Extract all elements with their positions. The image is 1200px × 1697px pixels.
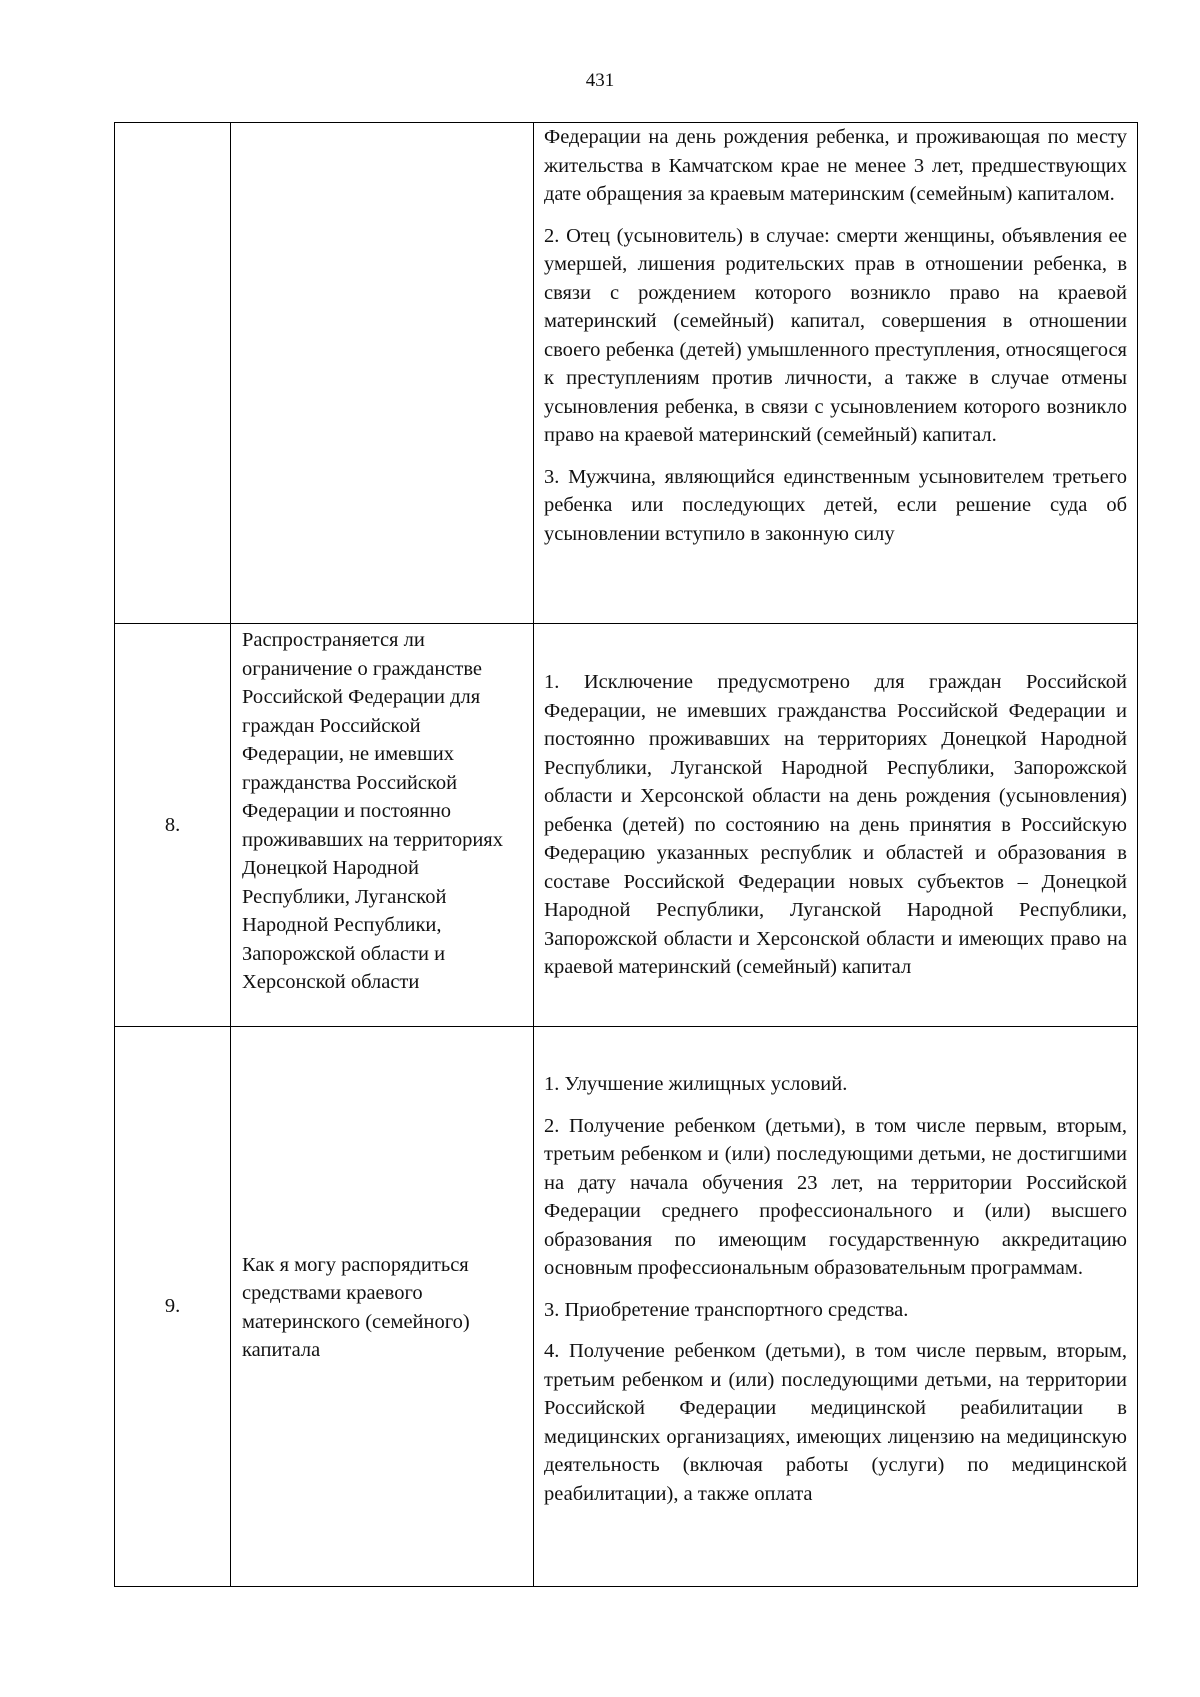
answer-paragraph: 1. Исключение предусмотрено для граждан Российской Федерации, не имевших гражданства Российской Федерации и постоянно проживавших на территориях Донецкой Народной Республики, Луганской Народной Республики, Запорожской области и Херсонской области на день рождения (усыновления) ребенка (детей) по состоянию на день принятия в Российскую Федерацию указанных республик и областей и образования в составе Российской Федерации новых субъектов – Донецкой Народной Республики, Луганской Народной Республики, Запорожской области и Херсонской области и имеющих право на краевой материнский (семейный) капитал <box>544 671 1127 979</box>
table-row <box>115 1027 1138 1587</box>
answer-cell <box>534 624 1138 1027</box>
answer-paragraph: 1. Улучшение жилищных условий. <box>544 1073 848 1095</box>
question-cell: Распространяется ли ограничение о гражданстве Российской Федерации для граждан Российской Федерации, не имевших гражданства Российской Федерации и постоянно проживавших на территориях Донецкой Народной Республики, Луганской Народной Республики, Запорожской области и Херсонской области <box>231 624 534 1027</box>
row-number-cell: 9. <box>115 1027 231 1587</box>
faq-table <box>114 122 1138 1587</box>
answer-paragraph: 2. Получение ребенком (детьми), в том числе первым, вторым, третьим ребенком и (или) последующими детьми, не достигшими на дату начала обучения 23 лет, на территории Российской Федерации среднего профессионального и (или) высшего образования по имеющим государственную аккредитацию основным профессиональным образовательным программам. <box>544 1114 1127 1279</box>
answer-paragraph: 4. Получение ребенком (детьми), в том числе первым, вторым, третьим ребенком и (или) последующими детьми, на территории Российской Федерации медицинской реабилитации в медицинских организациях, имеющих лицензию на медицинскую деятельность (включая работы (услуги) по медицинской реабилитации), а также оплата <box>544 1340 1127 1505</box>
answer-cell <box>534 1027 1138 1587</box>
question-cell <box>231 123 534 624</box>
row-number-cell <box>115 123 231 624</box>
answer-paragraph: 3. Мужчина, являющийся единственным усыновителем третьего ребенка или последующих детей, если решение суда об усыновлении вступило в законную силу <box>544 465 1127 545</box>
table-row <box>115 123 1138 624</box>
question-cell: Как я могу распорядиться средствами краевого материнского (семейного) капитала <box>231 1027 534 1587</box>
answer-paragraph: Федерации на день рождения ребенка, и проживающая по месту жительства в Камчатском крае не менее 3 лет, предшествующих дате обращения за краевым материнским (семейным) капиталом. <box>544 126 1127 205</box>
table-row <box>115 624 1138 1027</box>
answer-cell <box>534 123 1138 624</box>
page-number: 431 <box>585 70 615 91</box>
answer-paragraph: 3. Приобретение транспортного средства. <box>544 1298 909 1321</box>
answer-paragraph: 2. Отец (усыновитель) в случае: смерти женщины, объявления ее умершей, лишения родительских прав в отношении ребенка, в связи с рождением которого возникло право на краевой материнский (семейный) капитал, совершения в отношении своего ребенка (детей) умышленного преступления, относящегося к преступлениям против личности, а также в случае отмены усыновления ребенка, в связи с усыновлением которого возникло право на краевой материнский (семейный) капитал. <box>544 224 1127 446</box>
row-number-cell: 8. <box>115 624 231 1027</box>
